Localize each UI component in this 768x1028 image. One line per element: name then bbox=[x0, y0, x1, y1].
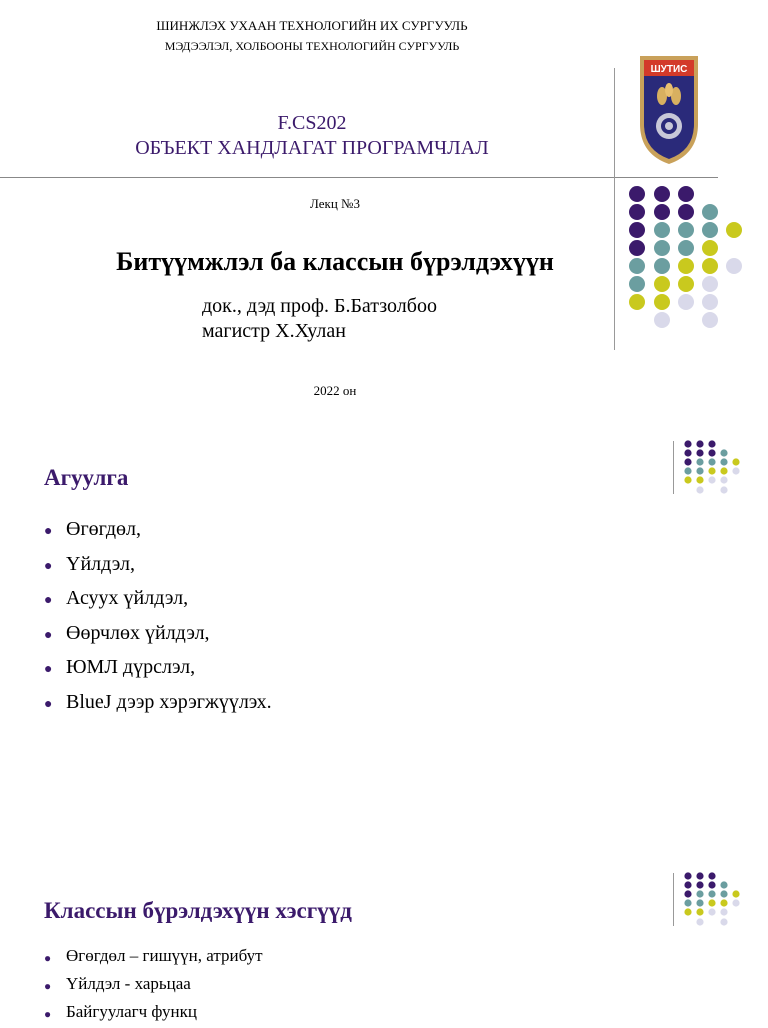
dot-pattern-small bbox=[682, 872, 742, 928]
list-item: ● Байгуулагч функц bbox=[44, 998, 263, 1026]
divider-vertical-small bbox=[673, 441, 674, 494]
contents-heading: Агуулга bbox=[44, 465, 129, 490]
author-2: магистр Х.Хулан bbox=[202, 320, 346, 342]
components-list bbox=[44, 942, 263, 1026]
logo-text: ШУТИС bbox=[650, 64, 688, 75]
lecture-number: Лекц №3 bbox=[310, 196, 360, 211]
list-item: ● Асуух үйлдэл, bbox=[44, 581, 272, 616]
bullet-icon: ● bbox=[44, 627, 53, 643]
list-item: ● Өгөгдөл, bbox=[44, 512, 272, 547]
bullet-icon: ● bbox=[44, 593, 53, 608]
bullet-icon: ● bbox=[44, 1007, 52, 1021]
lecture-title: Битүүмжлэл ба классын бүрэлдэхүүн bbox=[116, 247, 554, 276]
list-item: ● Үйлдэл - харьцаа bbox=[44, 970, 263, 998]
list-item: ● BlueJ дээр хэрэгжүүлэх. bbox=[44, 685, 272, 720]
components-heading: Классын бүрэлдэхүүн хэсгүүд bbox=[44, 898, 352, 923]
divider-vertical-small bbox=[673, 873, 674, 926]
list-item: ● Өөрчлөх үйлдэл, bbox=[44, 616, 272, 651]
bullet-icon: ● bbox=[44, 524, 53, 539]
list-item: ● Үйлдэл, bbox=[44, 547, 272, 582]
bullet-icon: ● bbox=[44, 558, 53, 574]
bullet-icon: ● bbox=[44, 696, 53, 712]
author-1: док., дэд проф. Б.Батзолбоо bbox=[202, 295, 437, 317]
contents-list bbox=[44, 512, 272, 719]
lecture-year: 2022 он bbox=[313, 383, 357, 398]
list-item: ● Өгөгдөл – гишүүн, атрибут bbox=[44, 942, 263, 970]
bullet-icon: ● bbox=[44, 979, 52, 993]
course-code: F.CS202 bbox=[277, 112, 347, 134]
bullet-icon: ● bbox=[44, 662, 53, 677]
divider-horizontal bbox=[0, 177, 718, 178]
university-name: ШИНЖЛЭХ УХААН ТЕХНОЛОГИЙН ИХ СУРГУУЛЬ bbox=[156, 18, 468, 33]
list-item: ● ЮМЛ дүрслэл, bbox=[44, 650, 272, 685]
course-name: ОБЪЕКТ ХАНДЛАГАТ ПРОГРАМЧЛАЛ bbox=[135, 137, 489, 159]
bullet-icon: ● bbox=[44, 951, 52, 965]
dot-pattern-small bbox=[682, 440, 742, 496]
school-name: МЭДЭЭЛЭЛ, ХОЛБООНЫ ТЕХНОЛОГИЙН СУРГУУЛЬ bbox=[164, 39, 460, 53]
university-logo bbox=[638, 54, 700, 166]
